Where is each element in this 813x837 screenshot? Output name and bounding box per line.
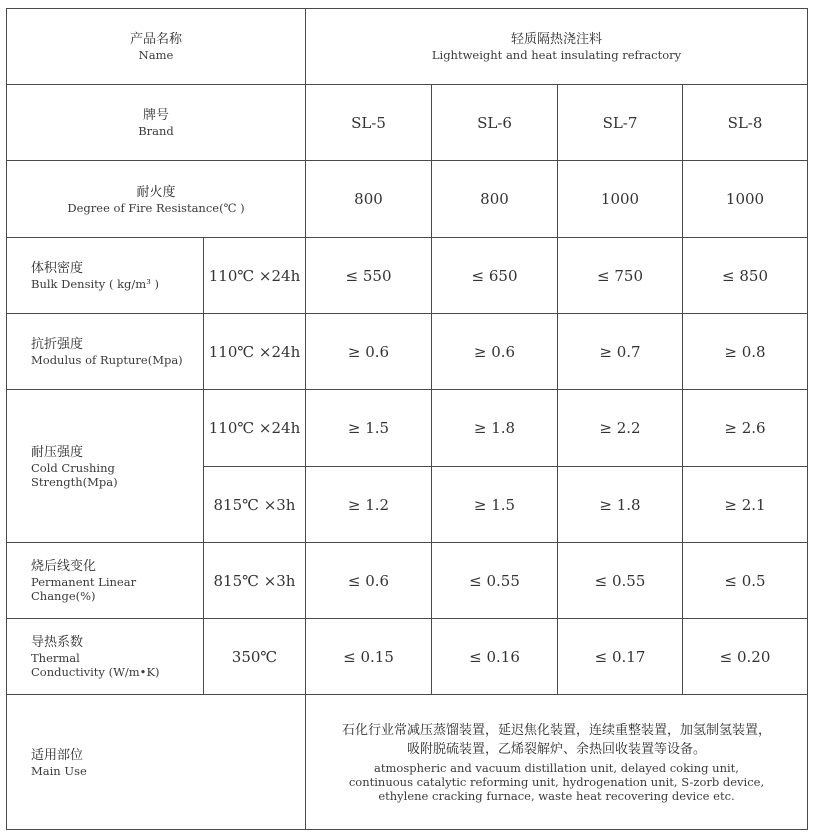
rupture-value: ≥ 0.6 <box>473 342 516 361</box>
thermal-value: ≤ 0.17 <box>594 647 646 666</box>
brand-value: SL-7 <box>602 113 638 132</box>
product-title-en: Lightweight and heat insulating refractory <box>431 48 682 62</box>
density-cell <box>683 238 807 313</box>
rupture-value: ≥ 0.8 <box>724 342 766 361</box>
thermal-value: ≤ 0.15 <box>343 647 394 666</box>
fire-label-en: Degree of Fire Resistance(℃ ) <box>67 200 245 215</box>
crushing-value: ≥ 2.1 <box>724 495 766 514</box>
linear-label-zh: 烧后线变化 <box>31 559 97 574</box>
linear-label-cell <box>7 543 203 618</box>
use-text-cell <box>306 695 807 829</box>
fire-cell <box>432 161 557 237</box>
linear-value: ≤ 0.6 <box>347 571 390 590</box>
linear-condition-cell <box>204 543 305 618</box>
density-condition: 110℃ ×24h <box>208 266 301 285</box>
crushing-cell <box>683 390 807 466</box>
use-text-zh: 石化行业常减压蒸馏装置，延迟焦化装置，连续重整装置，加氢制氢装置，吸附脱硫装置，乙烯裂解炉、余热回收装置等设备。 <box>341 723 771 757</box>
linear-cell <box>683 543 807 618</box>
fire-label-cell <box>7 161 305 237</box>
linear-cell <box>306 543 431 618</box>
crushing-value: ≥ 1.2 <box>347 495 390 514</box>
brand-value: SL-8 <box>727 113 763 132</box>
brand-cell <box>558 85 682 160</box>
crushing-condition: 815℃ ×3h <box>213 495 296 514</box>
thermal-condition: 350℃ <box>231 647 278 666</box>
use-text-en: atmospheric and vacuum distillation unit, delayed coking unit, continuous catalytic reforming unit, hydrogenation unit, S-zorb device, ethylene cracking furnace, waste heat recovering device etc. <box>348 761 765 803</box>
brand-value: SL-6 <box>477 113 512 132</box>
thermal-label-cell <box>7 619 203 694</box>
crushing-value: ≥ 1.5 <box>347 419 390 437</box>
crushing-cell <box>306 390 431 466</box>
linear-value: ≤ 0.55 <box>469 571 520 590</box>
brand-cell <box>432 85 557 160</box>
density-cell <box>432 238 557 313</box>
brand-cell <box>683 85 807 160</box>
crushing-cell <box>558 467 682 542</box>
border-right <box>807 8 808 830</box>
linear-value: ≤ 0.5 <box>724 571 766 590</box>
thermal-cell <box>558 619 682 694</box>
thermal-cell <box>306 619 431 694</box>
rupture-value: ≥ 0.7 <box>599 342 641 361</box>
brand-cell <box>306 85 431 160</box>
crushing-condition-cell <box>204 467 305 542</box>
crushing-value: ≥ 2.6 <box>724 419 766 437</box>
linear-cell <box>432 543 557 618</box>
fire-label-zh: 耐火度 <box>136 184 176 200</box>
use-label-en: Main Use <box>31 763 87 778</box>
density-value: ≤ 750 <box>597 266 643 285</box>
fire-value: 1000 <box>725 190 765 208</box>
crushing-value: ≥ 1.5 <box>473 495 516 514</box>
rupture-label-en: Modulus of Rupture(Mpa) <box>31 353 183 367</box>
density-cell <box>306 238 431 313</box>
thermal-cell <box>432 619 557 694</box>
use-label-cell <box>7 695 305 829</box>
crushing-label-en: Strength(Mpa) <box>31 474 118 489</box>
product-name-cell <box>7 9 305 84</box>
rupture-condition: 110℃ ×24h <box>208 342 301 361</box>
thermal-value: ≤ 0.16 <box>469 647 520 666</box>
rupture-value: ≥ 0.6 <box>347 342 390 361</box>
brand-label-en: Brand <box>138 124 174 138</box>
thermal-value: ≤ 0.20 <box>719 647 771 666</box>
density-condition-cell <box>204 238 305 313</box>
border-bottom <box>6 829 808 830</box>
use-label-zh: 适用部位 <box>31 747 84 763</box>
crushing-cell <box>306 467 431 542</box>
crushing-cell <box>432 467 557 542</box>
fire-cell <box>558 161 682 237</box>
crushing-cell <box>683 467 807 542</box>
fire-cell <box>306 161 431 237</box>
thermal-label-en: Thermal <box>31 651 80 665</box>
density-label-en: Bulk Density ( kg/m³ ) <box>31 277 159 291</box>
fire-value: 800 <box>354 190 383 208</box>
fire-value: 1000 <box>600 190 640 208</box>
density-cell <box>558 238 682 313</box>
rupture-label-cell <box>7 314 203 389</box>
density-value: ≤ 650 <box>471 266 518 285</box>
thermal-label-zh: 导热系数 <box>31 635 84 650</box>
brand-value: SL-5 <box>351 113 386 132</box>
thermal-condition-cell <box>204 619 305 694</box>
fire-cell <box>683 161 807 237</box>
brand-label-zh: 牌号 <box>142 108 169 123</box>
crushing-value: ≥ 1.8 <box>599 495 641 514</box>
density-value: ≤ 550 <box>345 266 392 285</box>
rupture-cell <box>558 314 682 389</box>
product-title-zh: 轻质隔热浇注料 <box>510 32 602 47</box>
crushing-label-cell <box>7 390 203 542</box>
crushing-value: ≥ 2.2 <box>599 419 641 437</box>
crushing-label-zh: 耐压强度 <box>31 444 84 460</box>
product-title-cell <box>306 9 807 84</box>
linear-condition: 815℃ ×3h <box>213 571 296 590</box>
density-label-zh: 体积密度 <box>31 261 84 276</box>
thermal-cell <box>683 619 807 694</box>
crushing-condition: 110℃ ×24h <box>208 419 301 437</box>
rupture-label-zh: 抗折强度 <box>31 337 84 352</box>
crushing-condition-cell <box>204 390 305 466</box>
linear-label-en: Permanent Linear Change(%) <box>31 575 137 603</box>
crushing-value: ≥ 1.8 <box>473 419 516 437</box>
linear-cell <box>558 543 682 618</box>
density-value: ≤ 850 <box>722 266 768 285</box>
rupture-condition-cell <box>204 314 305 389</box>
crushing-cell <box>558 390 682 466</box>
crushing-label-en: Cold Crushing <box>31 460 115 475</box>
product-name-zh: 产品名称 <box>129 32 182 47</box>
rupture-cell <box>432 314 557 389</box>
crushing-cell <box>432 390 557 466</box>
fire-value: 800 <box>480 190 509 208</box>
density-label-cell <box>7 238 203 313</box>
thermal-label-en: Conductivity (W/m•K) <box>31 665 160 679</box>
brand-label-cell <box>7 85 305 160</box>
rupture-cell <box>306 314 431 389</box>
linear-value: ≤ 0.55 <box>594 571 646 590</box>
rupture-cell <box>683 314 807 389</box>
product-name-en: Name <box>138 48 174 62</box>
